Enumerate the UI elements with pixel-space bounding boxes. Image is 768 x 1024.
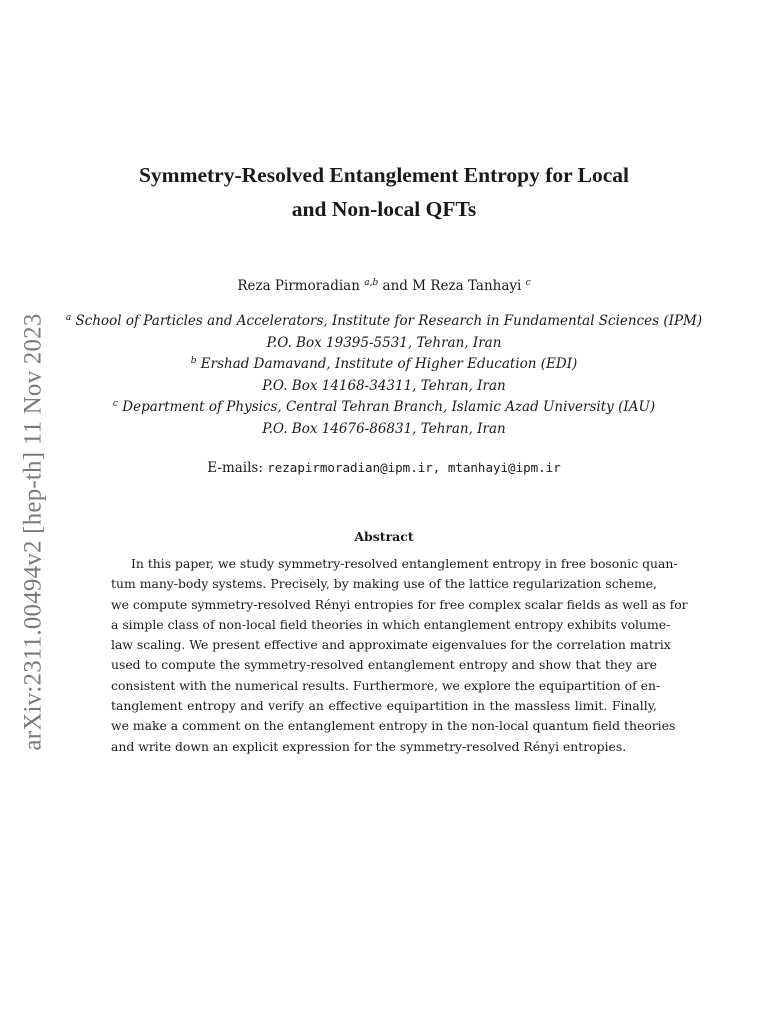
- email-label: E-mails:: [207, 460, 263, 476]
- affiliation-line: [60, 419, 708, 441]
- abstract-line: a simple class of non-local field theories in which entanglement entropy exhibits volume-: [111, 616, 671, 632]
- abstract-line: and write down an explicit expression for the symmetry-resolved Rényi entropies.: [111, 738, 627, 754]
- abstract-line: we compute symmetry-resolved Rényi entropies for free complex scalar fields as well as for: [111, 596, 688, 612]
- arxiv-identifier-margin: [14, 312, 54, 752]
- author-list: [60, 276, 708, 296]
- affiliation-text: Ershad Damavand, Institute of Higher Education (EDI): [200, 356, 578, 372]
- abstract-line: tanglement entropy and verify an effective equipartition in the massless limit. Finally,: [111, 698, 657, 714]
- affiliation-text: P.O. Box 19395-5531, Tehran, Iran: [266, 334, 502, 351]
- affiliation-marker: a: [65, 313, 72, 323]
- author-name: Reza Pirmoradian: [237, 278, 360, 294]
- affiliation-marker: c: [112, 399, 118, 409]
- arxiv-identifier: arXiv:2311.00494v2 [hep-th] 11 Nov 2023: [20, 313, 48, 751]
- abstract-body: [111, 554, 688, 757]
- abstract-line: we make a comment on the entanglement entropy in the non-local quantum field theories: [111, 718, 676, 734]
- affiliation-marker: b: [190, 356, 197, 366]
- title-line-2: and Non-local QFTs: [291, 197, 477, 221]
- abstract-line: law scaling. We present effective and approximate eigenvalues for the correlation matrix: [111, 637, 671, 653]
- author-affiliation-marker: a,b: [364, 278, 379, 288]
- title-line-1: Symmetry-Resolved Entanglement Entropy for Local: [138, 163, 630, 187]
- affiliation-text: P.O. Box 14168-34311, Tehran, Iran: [262, 377, 506, 394]
- affiliation-text: P.O. Box 14676-86831, Tehran, Iran: [262, 420, 506, 437]
- affiliation-line: [60, 397, 708, 419]
- email-line: [60, 458, 708, 478]
- abstract-line: In this paper, we study symmetry-resolved entanglement entropy in free bosonic quan-: [131, 556, 678, 571]
- affiliation-text: Department of Physics, Central Tehran Branch, Islamic Azad University (IAU): [122, 399, 656, 415]
- author-conjunction: and: [382, 278, 408, 294]
- affiliation-line: [60, 354, 708, 376]
- author-affiliation-marker: c: [525, 278, 531, 288]
- affiliation-block: [60, 311, 708, 440]
- affiliation-text: School of Particles and Accelerators, Institute for Research in Fundamental Sciences (IPM): [75, 313, 703, 329]
- abstract-line: used to compute the symmetry-resolved entanglement entropy and show that they are: [111, 657, 657, 673]
- email-addresses: rezapirmoradian@ipm.ir, mtanhayi@ipm.ir: [267, 460, 561, 475]
- author-name: M Reza Tanhayi: [412, 278, 522, 294]
- abstract-line: consistent with the numerical results. Furthermore, we explore the equipartition of en-: [111, 677, 661, 693]
- abstract-line: tum many-body systems. Precisely, by making use of the lattice regularization scheme,: [111, 576, 657, 592]
- abstract-heading: Abstract: [354, 529, 414, 544]
- affiliation-line: [60, 333, 708, 355]
- paper-title: [60, 158, 708, 226]
- affiliation-line: [60, 311, 708, 333]
- affiliation-line: [60, 376, 708, 398]
